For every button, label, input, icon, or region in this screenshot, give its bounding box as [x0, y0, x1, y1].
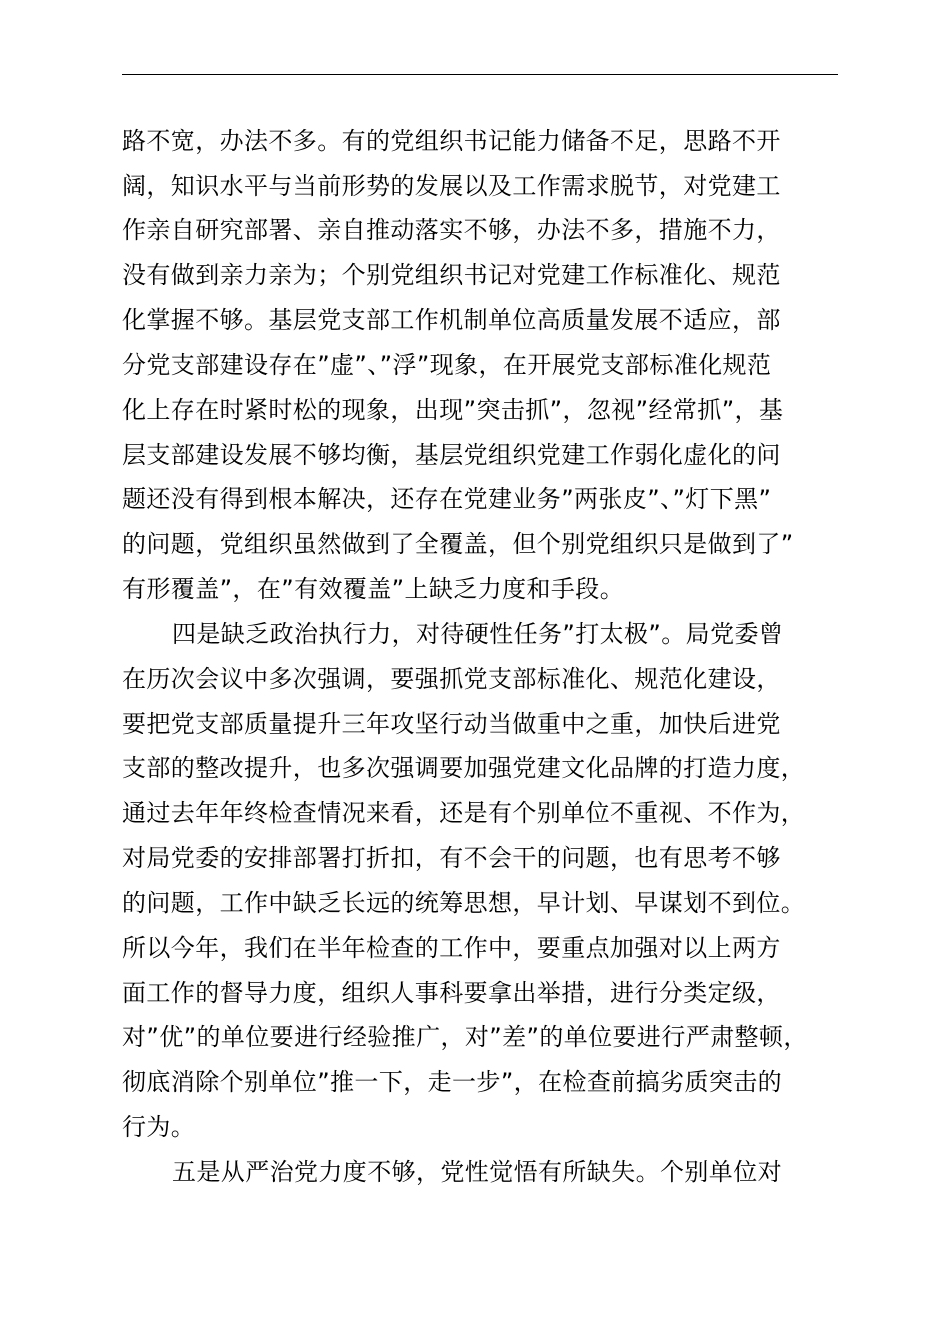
text-line: 题还没有得到根本解决，还存在党建业务”两张皮”、”灯下黑”	[122, 485, 772, 513]
text-line: 化上存在时紧时松的现象，出现”突击抓”，忽视”经常抓”，基	[122, 396, 784, 424]
text-line: 所以今年，我们在半年检查的工作中，要重点加强对以上两方	[122, 934, 781, 962]
text-line: 层支部建设发展不够均衡，基层党组织党建工作弱化虚化的问	[122, 441, 781, 469]
text-line: 在历次会议中多次强调，要强抓党支部标准化、规范化建设，	[122, 665, 781, 693]
text-line: 要把党支部质量提升三年攻坚行动当做重中之重，加快后进党	[122, 710, 781, 738]
paragraph-start-line: 四是缺乏政治执行力，对待硬性任务”打太极”。局党委曾	[172, 620, 784, 648]
text-line: 化掌握不够。基层党支部工作机制单位高质量发展不适应，部	[122, 306, 781, 334]
text-line: 分党支部建设存在”虚”、”浮”现象，在开展党支部标准化规范	[122, 351, 772, 379]
text-line: 没有做到亲力亲为；个别党组织书记对党建工作标准化、规范	[122, 261, 781, 289]
header-rule	[122, 74, 838, 75]
text-line: 有形覆盖”，在”有效覆盖”上缺乏力度和手段。	[122, 575, 625, 603]
text-line: 面工作的督导力度，组织人事科要拿出举措，进行分类定级，	[122, 979, 781, 1007]
text-line: 的问题，党组织虽然做到了全覆盖，但个别党组织只是做到了”	[122, 530, 794, 558]
text-line: 的问题，工作中缺乏长远的统筹思想，早计划、早谋划不到位。	[122, 889, 806, 917]
text-line: 对局党委的安排部署打折扣，有不会干的问题，也有思考不够	[122, 844, 781, 872]
text-line: 对”优”的单位要进行经验推广，对”差”的单位要进行严肃整顿，	[122, 1023, 808, 1051]
text-line: 阔，知识水平与当前形势的发展以及工作需求脱节，对党建工	[122, 172, 781, 200]
text-line: 通过去年年终检查情况来看，还是有个别单位不重视、不作为，	[122, 799, 806, 827]
text-line: 彻底消除个别单位”推一下，走一步”，在检查前搞劣质突击的	[122, 1068, 783, 1096]
text-line: 支部的整改提升，也多次强调要加强党建文化品牌的打造力度，	[122, 754, 806, 782]
paragraph-start-line: 五是从严治党力度不够，党性觉悟有所缺失。个别单位对	[172, 1158, 782, 1186]
text-line: 路不宽，办法不多。有的党组织书记能力储备不足，思路不开	[122, 127, 781, 155]
text-line: 作亲自研究部署、亲自推动落实不够，办法不多，措施不力，	[122, 216, 781, 244]
text-line: 行为。	[122, 1113, 196, 1141]
